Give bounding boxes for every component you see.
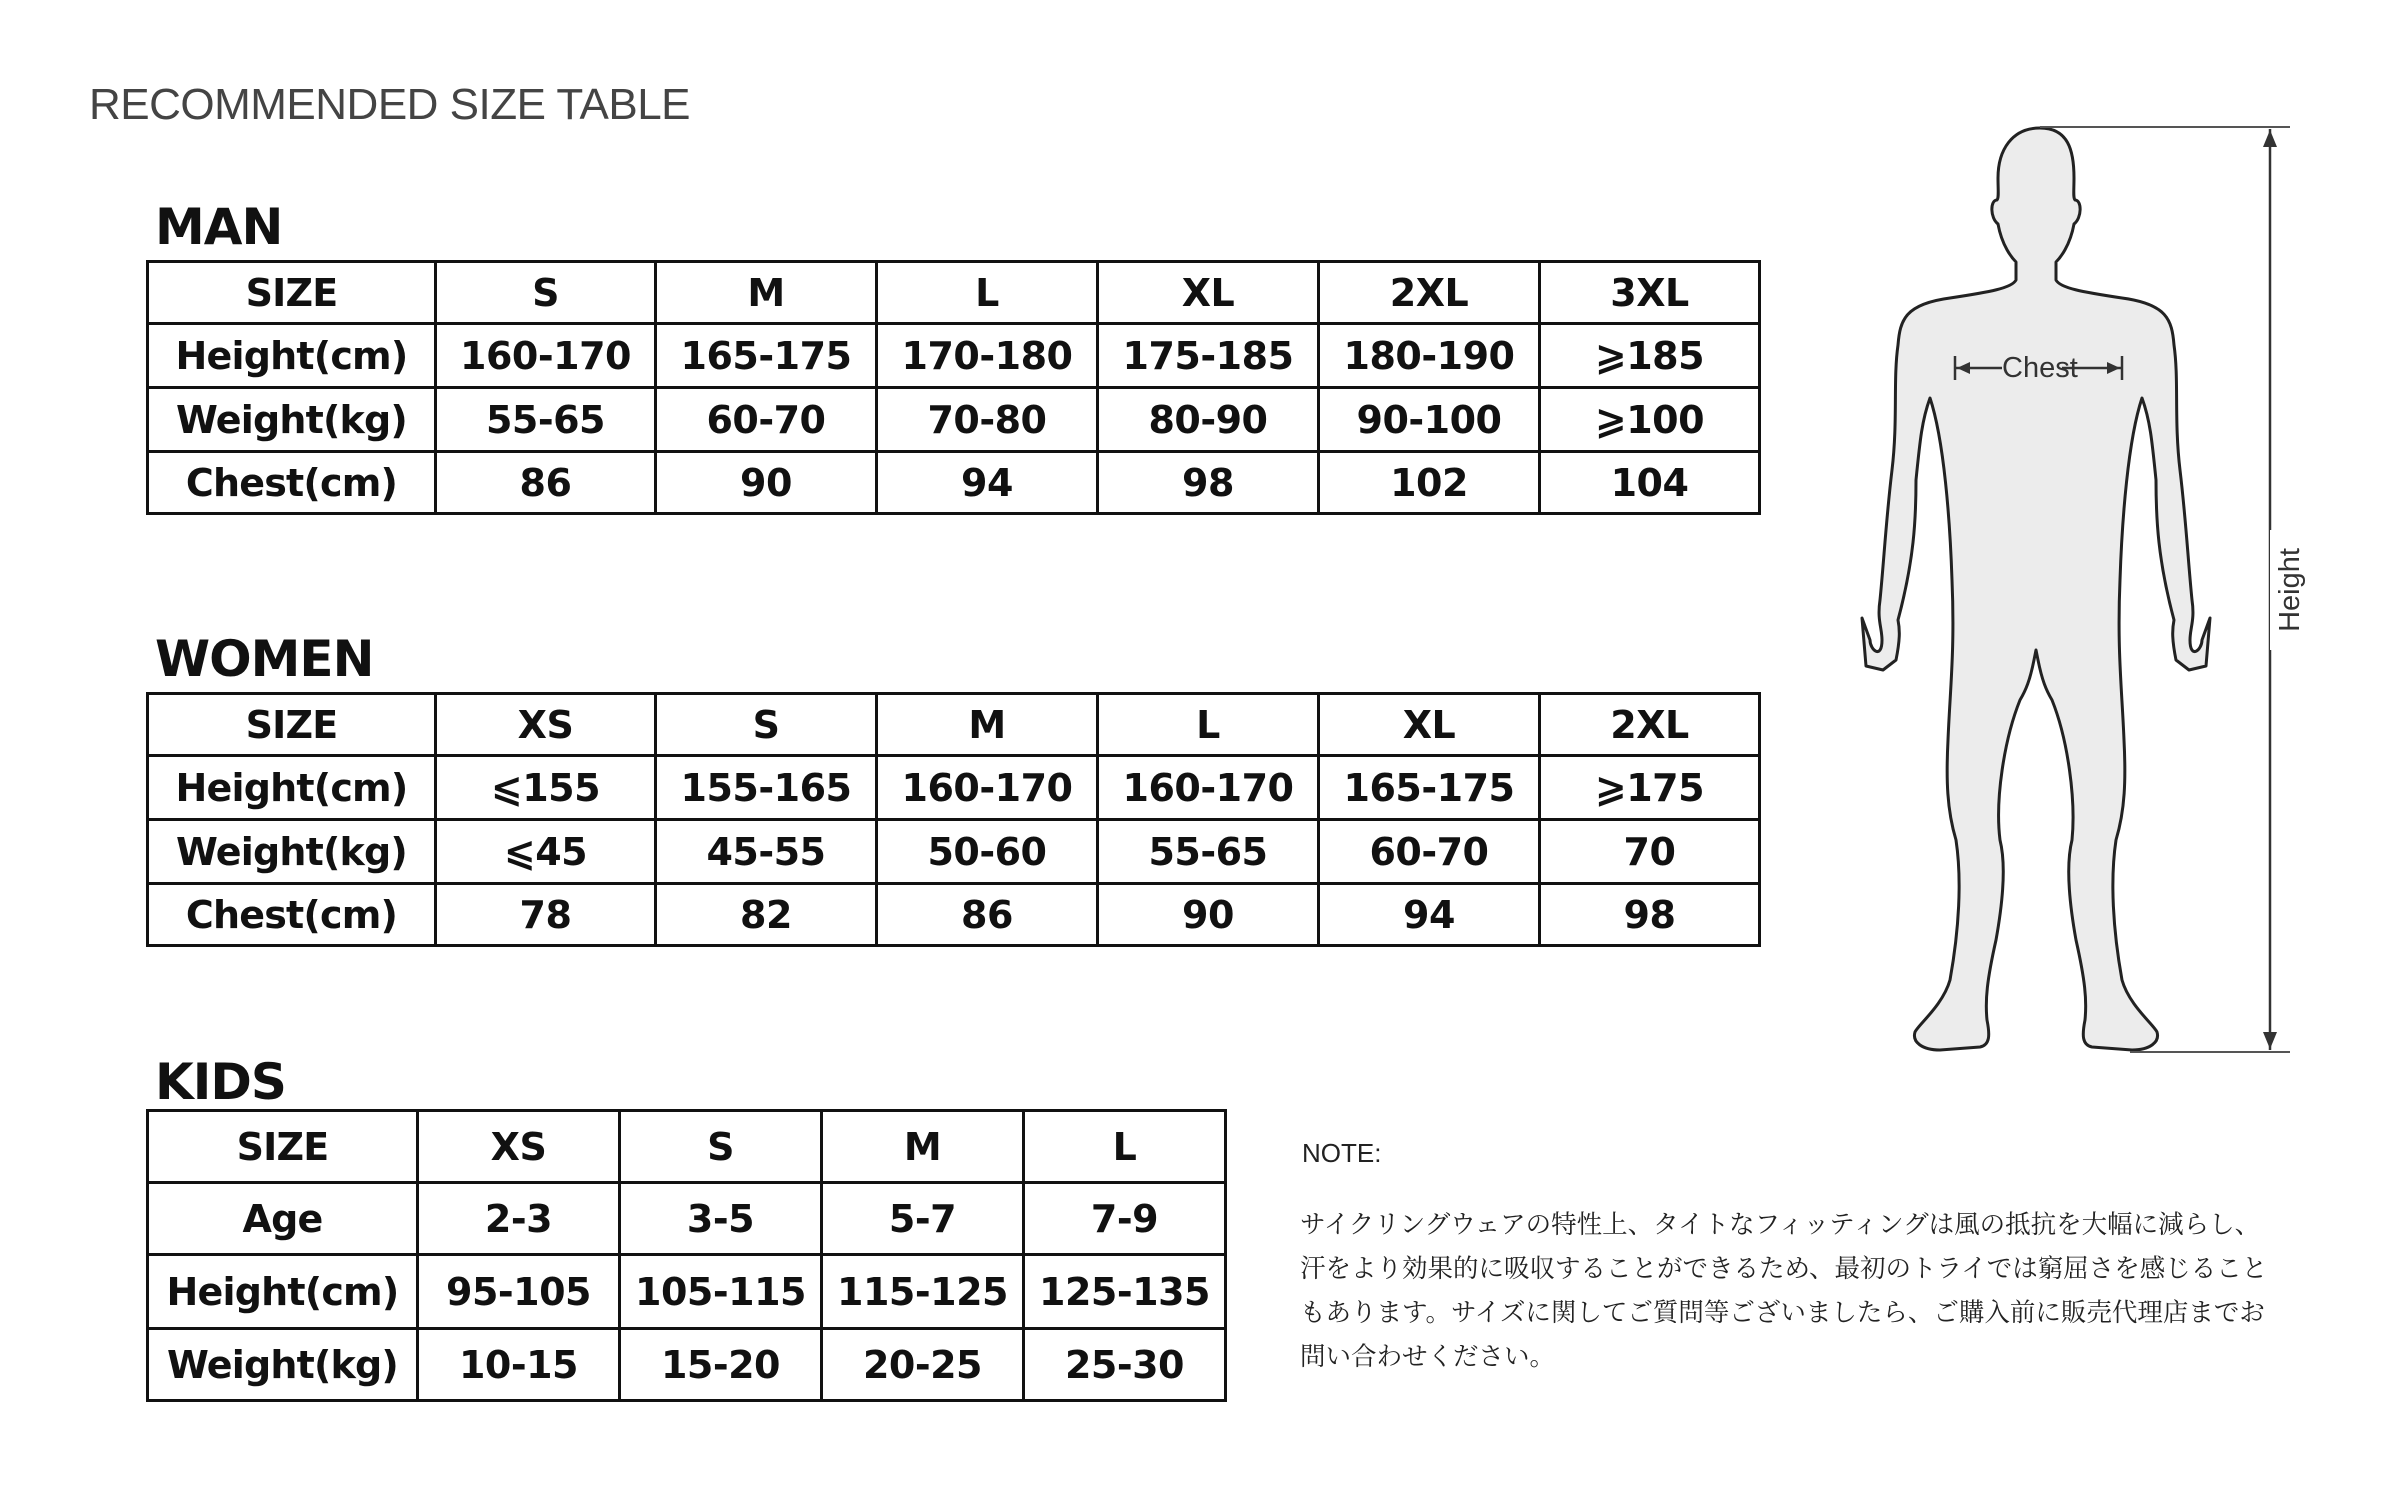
row-label: Weight(kg) (148, 1329, 418, 1401)
row-label: SIZE (148, 694, 436, 756)
table-cell: 94 (1319, 884, 1540, 946)
table-cell: 3-5 (620, 1183, 822, 1255)
size-header-cell: S (620, 1111, 822, 1183)
table-cell: 165-175 (656, 324, 877, 388)
row-label: Height(cm) (148, 756, 436, 820)
table-cell: 95-105 (418, 1255, 620, 1329)
women-row (148, 820, 1760, 884)
note-line: サイクリングウェアの特性上、タイトなフィッティングは風の抵抗を大幅に減らし、 (1300, 1210, 2261, 1240)
row-label: Weight(kg) (148, 820, 436, 884)
table-cell: 45-55 (656, 820, 877, 884)
women-size-table (146, 692, 1761, 947)
table-cell: 180-190 (1319, 324, 1540, 388)
table-cell: 102 (1319, 452, 1540, 514)
size-header-cell: 2XL (1540, 694, 1760, 756)
table-cell: 86 (877, 884, 1098, 946)
size-header-cell: L (1098, 694, 1319, 756)
row-label: Chest(cm) (148, 452, 436, 514)
size-header-cell: XS (418, 1111, 620, 1183)
size-header-cell: L (877, 262, 1098, 324)
table-cell: ⩽45 (436, 820, 656, 884)
height-arrow-top (2263, 130, 2277, 147)
note-heading: NOTE: (1302, 1138, 1382, 1168)
man-row (148, 388, 1760, 452)
row-label: SIZE (148, 1111, 418, 1183)
height-arrow-bottom (2263, 1032, 2277, 1049)
table-cell: 105-115 (620, 1255, 822, 1329)
women-section-title: WOMEN (155, 630, 374, 688)
table-cell: 160-170 (436, 324, 656, 388)
table-cell: 5-7 (822, 1183, 1024, 1255)
chest-label: Chest (2002, 352, 2078, 384)
women-row (148, 694, 1760, 756)
note-body (1300, 1203, 2280, 1379)
size-header-cell: 2XL (1319, 262, 1540, 324)
note-line: 問い合わせください。 (1300, 1342, 1556, 1372)
body-measurement-figure (1860, 115, 2300, 1075)
table-cell: 90 (656, 452, 877, 514)
women-row (148, 756, 1760, 820)
table-cell: 175-185 (1098, 324, 1319, 388)
table-cell: 170-180 (877, 324, 1098, 388)
man-row (148, 452, 1760, 514)
table-cell: 125-135 (1024, 1255, 1226, 1329)
note-line: もあります。サイズに関してご質問等ございましたら、ご購入前に販売代理店までお (1300, 1298, 2265, 1328)
table-cell: 20-25 (822, 1329, 1024, 1401)
kids-section-title: KIDS (155, 1053, 286, 1111)
page-title: RECOMMENDED SIZE TABLE (89, 80, 691, 129)
table-cell: 70-80 (877, 388, 1098, 452)
row-label: Age (148, 1183, 418, 1255)
table-cell: 2-3 (418, 1183, 620, 1255)
size-header-cell: M (877, 694, 1098, 756)
table-cell: 90-100 (1319, 388, 1540, 452)
table-cell: 50-60 (877, 820, 1098, 884)
size-header-cell: L (1024, 1111, 1226, 1183)
row-label: Weight(kg) (148, 388, 436, 452)
table-cell: 98 (1540, 884, 1760, 946)
kids-row (148, 1255, 1226, 1329)
row-label: SIZE (148, 262, 436, 324)
table-cell: 98 (1098, 452, 1319, 514)
table-cell: 60-70 (1319, 820, 1540, 884)
table-cell: ⩾175 (1540, 756, 1760, 820)
women-row (148, 884, 1760, 946)
height-label: Height (2270, 530, 2310, 650)
table-cell: 160-170 (877, 756, 1098, 820)
kids-row (148, 1111, 1226, 1183)
size-header-cell: M (822, 1111, 1024, 1183)
kids-row (148, 1329, 1226, 1401)
table-cell: 104 (1540, 452, 1760, 514)
table-cell: 90 (1098, 884, 1319, 946)
table-cell: 60-70 (656, 388, 877, 452)
table-cell: 70 (1540, 820, 1760, 884)
row-label: Height(cm) (148, 1255, 418, 1329)
man-row (148, 262, 1760, 324)
size-header-cell: S (436, 262, 656, 324)
table-cell: 94 (877, 452, 1098, 514)
row-label: Height(cm) (148, 324, 436, 388)
table-cell: 25-30 (1024, 1329, 1226, 1401)
table-cell: 165-175 (1319, 756, 1540, 820)
size-header-cell: M (656, 262, 877, 324)
size-header-cell: XL (1319, 694, 1540, 756)
table-cell: ⩽155 (436, 756, 656, 820)
size-header-cell: XL (1098, 262, 1319, 324)
man-section-title: MAN (155, 198, 283, 256)
kids-row (148, 1183, 1226, 1255)
table-cell: 10-15 (418, 1329, 620, 1401)
row-label: Chest(cm) (148, 884, 436, 946)
table-cell: 115-125 (822, 1255, 1024, 1329)
table-cell: 55-65 (436, 388, 656, 452)
table-cell: 155-165 (656, 756, 877, 820)
man-size-table (146, 260, 1761, 515)
table-cell: 80-90 (1098, 388, 1319, 452)
table-cell: 15-20 (620, 1329, 822, 1401)
size-header-cell: S (656, 694, 877, 756)
table-cell: ⩾185 (1540, 324, 1760, 388)
table-cell: 86 (436, 452, 656, 514)
table-cell: 7-9 (1024, 1183, 1226, 1255)
body-silhouette (1862, 128, 2210, 1050)
table-cell: 78 (436, 884, 656, 946)
kids-size-table (146, 1109, 1227, 1402)
table-cell: 55-65 (1098, 820, 1319, 884)
size-header-cell: 3XL (1540, 262, 1760, 324)
size-header-cell: XS (436, 694, 656, 756)
table-cell: 82 (656, 884, 877, 946)
table-cell: ⩾100 (1540, 388, 1760, 452)
note-line: 汗をより効果的に吸収することができるため、最初のトライでは窮屈さを感じること (1300, 1254, 2268, 1284)
table-cell: 160-170 (1098, 756, 1319, 820)
man-row (148, 324, 1760, 388)
